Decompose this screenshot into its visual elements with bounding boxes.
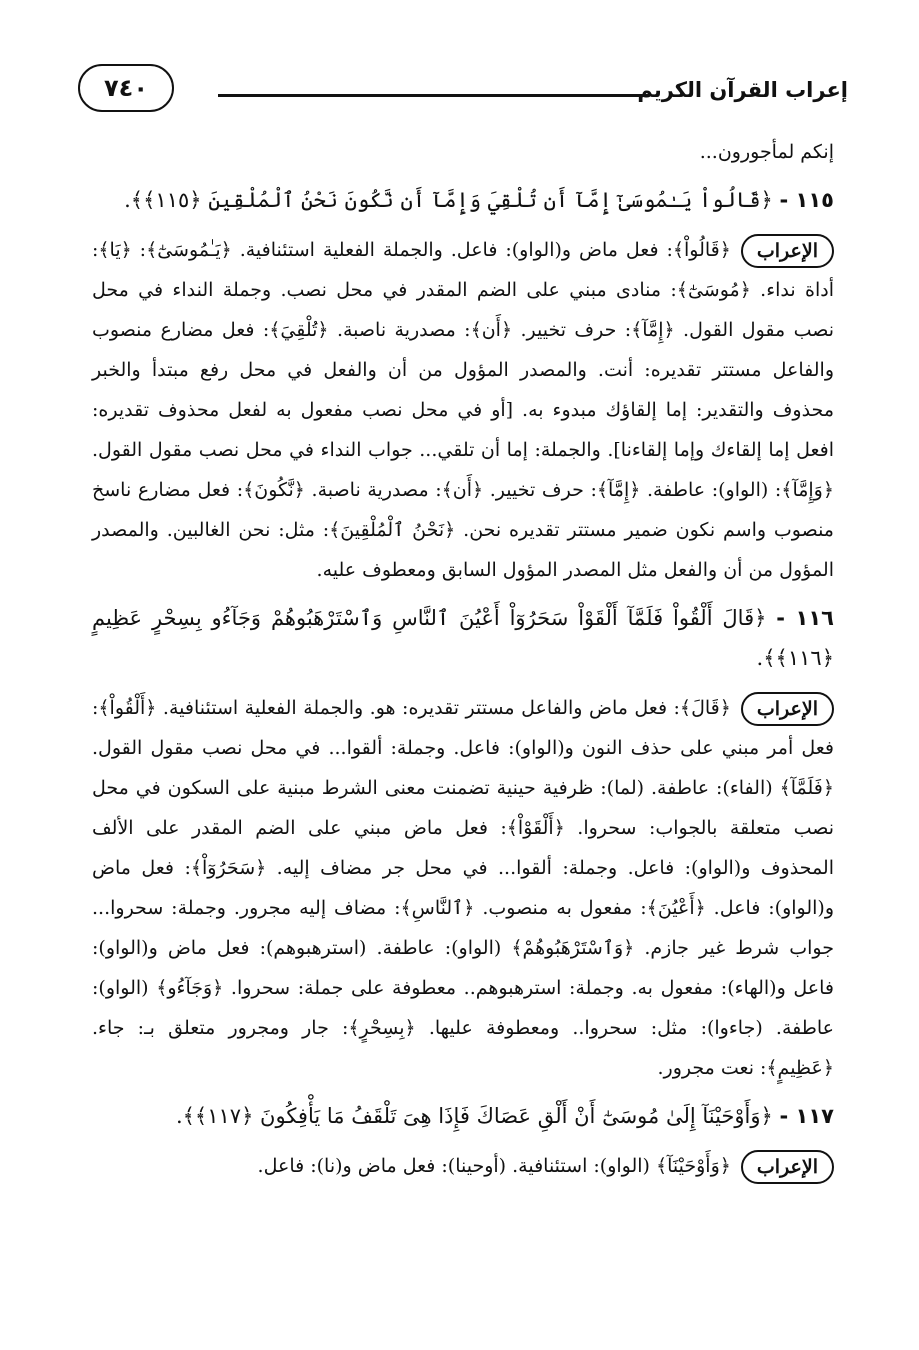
book-title: إعراب القرآن الكريم (637, 78, 848, 102)
verse-number: ١١٧ - (779, 1104, 834, 1128)
irab-text: ﴿وَأَوْحَيْنَآ﴾ (الواو): استئنافية. (أوحينا): فعل ماض و(نا): فاعل. (257, 1155, 731, 1177)
verse-text: ﴿قَالَ أَلْقُواْ فَلَمَّآ أَلْقَوْاْ سَحَرُوٓاْ أَعْيُنَ ٱلنَّاسِ وَٱسْتَرْهَبُوهُمْ وَجَآءُو بِسِحْرٍ عَظِيمٍ ﴿١١٦﴾﴾. (92, 606, 834, 670)
header-rule (218, 94, 648, 97)
irab-text: ﴿قَالَ﴾: فعل ماض والفاعل مستتر تقديره: هو. والجملة الفعلية استئنافية. ﴿أَلْقُواْ﴾: فعل أمر مبني على حذف النون و(الواو): فاعل. وجملة: ألقوا... في محل نصب مقول القول. ﴿فَلَمَّآ﴾ (الفاء): عاطفة. (لما): ظرفية حينية تضمنت معنى الشرط مبنية على السكون في محل نصب متعلقة بالجواب: سحروا. ﴿أَلْقَوْاْ﴾: فعل ماض مبني على الضم المقدر على الألف المحذوف و(الواو): فاعل. وجملة: ألقوا... في محل جر مضاف إليه. ﴿سَحَرُوٓاْ﴾: فعل ماض و(الواو): فاعل. ﴿أَعْيُنَ﴾: مفعول به منصوب. ﴿ٱلنَّاسِ﴾: مضاف إليه مجرور. وجملة: سحروا... جواب شرط غير جازم. ﴿وَٱسْتَرْهَبُوهُمْ﴾ (الواو): عاطفة. (استرهبوهم): فعل ماض و(الواو): فاعل و(الهاء): مفعول به. وجملة: استرهبوهم.. معطوفة على جملة: سحروا. ﴿وَجَآءُو﴾ (الواو): عاطفة. (جاءوا): مثل: سحروا.. ومعطوفة عليها. ﴿بِسِحْرٍ﴾: جار ومجرور متعلق بـ: جاء. ﴿عَظِيمٍ﴾: نعت مجرور. (92, 697, 834, 1079)
intro-line: إنكم لمأجورون... (699, 141, 834, 163)
irab-text: ﴿قَالُواْ﴾: فعل ماض و(الواو): فاعل. والجملة الفعلية استئنافية. ﴿يَـٰمُوسَىٰٓ﴾: ﴿يَا﴾: أداة نداء. ﴿مُوسَىٰٓ﴾: منادى مبني على الضم المقدر في محل نصب. وجملة النداء في محل نصب مقول القول. ﴿إِمَّآ﴾: حرف تخيير. ﴿أَن﴾: مصدرية ناصبة. ﴿تُلْقِيَ﴾: فعل مضارع منصوب والفاعل مستتر تقديره: أنت. والمصدر المؤول من أن والفعل في محل رفع مبتدأ والخبر محذوف والتقدير: إما إلقاؤك مبدوء به. [أو في محل نصب مفعول به لفعل محذوف تقديره: افعل إما إلقاءك وإما إلقاءنا]. والجملة: إما أن تلقي... جواب النداء في محل نصب مقول القول. ﴿وَإِمَّآ﴾: (الواو): عاطفة. ﴿إِمَّآ﴾: حرف تخيير. ﴿أَن﴾: مصدرية ناصبة. ﴿نَّكُونَ﴾: فعل مضارع ناسخ منصوب واسم نكون ضمير مستتر تقديره نحن. ﴿نَحْنُ ٱلْمُلْقِينَ﴾: مثل: نحن الغالبين. والمصدر المؤول من أن والفعل مثل المصدر المؤول السابق ومعطوف عليه. (92, 239, 834, 581)
irab-block-117 (92, 1146, 834, 1186)
verse-text: ﴿قَالُواْ يَـٰمُوسَىٰٓ إِمَّآ أَن تُلْقِيَ وَإِمَّآ أَن نَّكُونَ نَحْنُ ٱلْمُلْقِينَ ﴿١١٥﴾﴾. (124, 188, 773, 212)
verse-number: ١١٥ - (779, 188, 834, 212)
page-content (92, 132, 834, 1186)
verse-116 (92, 598, 834, 678)
irab-block-115 (92, 230, 834, 590)
page-header (78, 64, 848, 112)
verse-number: ١١٦ - (776, 606, 834, 630)
irab-label: الإعراب (741, 234, 834, 268)
irab-label: الإعراب (741, 692, 834, 726)
verse-text: ﴿وَأَوْحَيْنَآ إِلَىٰ مُوسَىٰٓ أَنْ أَلْقِ عَصَاكَ فَإِذَا هِىَ تَلْقَفُ مَا يَأْفِكُونَ ﴿١١٧﴾﴾. (175, 1104, 773, 1128)
page-number: ٧٤٠ (78, 64, 174, 112)
verse-117 (92, 1096, 834, 1136)
irab-label: الإعراب (741, 1150, 834, 1184)
irab-block-116 (92, 688, 834, 1088)
verse-115 (92, 180, 834, 220)
